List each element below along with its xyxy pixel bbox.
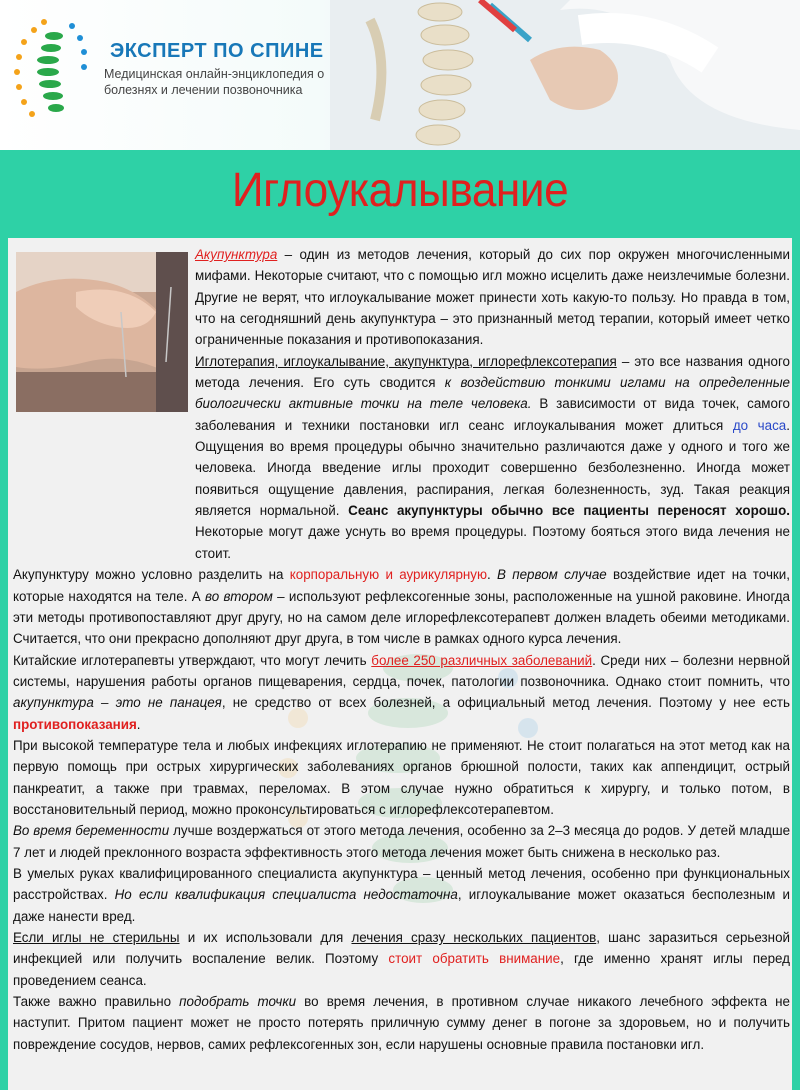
paragraph-8	[13, 927, 790, 991]
paragraph-text: При высокой температуре тела и любых инфекциях иглотерапию не применяют. Не стоит полагаться на этот метод как на первую помощь при острых хирургических заболеваниях органов брюшной полости, таких как аппендицит, острый панкреатит, а также при травмах, переломах. В этом случае нужно обратиться к хирургу, и только потом, в восстановительный период, можно проконсультироваться с иглорефлексотерапевтом.	[13, 737, 790, 817]
emphasis-qualification: Но если квалификация специалиста недостаточна	[114, 887, 458, 903]
emphasis-points: подобрать точки	[179, 994, 297, 1010]
paragraph-text: – это все названия одного метода лечения. Его суть сводится	[195, 353, 790, 391]
paragraph-text: , не средство от всех болезней, а официальный метод лечения. Поэтому у нее есть	[221, 695, 790, 711]
contraindications-highlight: противопоказания	[13, 716, 137, 732]
page-title: Иглоукалывание	[231, 164, 569, 217]
paragraph-text: , шанс заразиться серьезной инфекцией или получить воспаление велик. Поэтому	[13, 930, 790, 967]
paragraph-text: , иглоукалывание может оказаться бесполезным и даже нанести вред.	[13, 887, 790, 924]
paragraph-text: , где именно хранят иглы перед проведением сеанса.	[13, 951, 790, 988]
paragraph-text: Акупунктуру можно условно разделить на	[13, 567, 290, 583]
paragraph-7	[13, 863, 790, 927]
paragraph-text: лучше воздержаться от этого метода лечения, особенно за 2–3 месяца до родов. У детей младше 7 лет и людей преклонного возраста эффективность этого метода лечения может быть снижена в несколько раз.	[13, 823, 791, 860]
emphasis-text: к воздействию тонкими иглами на определенные биологически активные точки на теле человека.	[195, 375, 790, 412]
paragraph-1	[195, 244, 790, 351]
brand-name: ЭКСПЕРТ ПО СПИНЕ	[110, 40, 324, 62]
paragraph-text: . Среди них – болезни нервной системы, нарушения работы органов пищеварения, сердца, почек, патологии позвоночника. Однако стоит помнить, что	[13, 652, 791, 689]
paragraph-text: во время лечения, в противном случае никакого лечебного эффекта не наступит. Притом пациент может не просто потерять приличную сумму денег в погоне за здоровьем, но и получить повреждение сосудов, нервов, самих рефлексогенных зон, если нарушены основные правила постановки игл.	[13, 994, 791, 1052]
paragraph-text: В умелых руках квалифицированного специалиста акупунктура – ценный метод лечения, особенно при функциональных расстройствах.	[13, 865, 790, 903]
paragraph-text: Некоторые могут даже уснуть во время процедуры. Поэтому бояться этого вида лечения не стоит.	[195, 524, 790, 561]
paragraph-text: и их использовали для	[179, 930, 352, 945]
paragraph-text: – один из методов лечения, который до сих пор окружен многочисленными мифами. Некоторые считают, что с помощью игл можно исцелить даже неизлечимые болезни. Другие не верят, что иглоукалывание может принести хоть какую-то пользу. Но правда в том, что на сегодняшний день акупунктура – это признанный метод терапии, который имеет четко ограниченные показания и противопоказания.	[195, 247, 790, 348]
paragraph-text: .	[487, 567, 498, 583]
diseases-link[interactable]: более 250 различных заболеваний	[371, 652, 593, 668]
paragraph-text: В зависимости от вида точек, самого заболевания и техники постановки игл сеанс иглоукалывания может длиться	[195, 396, 791, 433]
brand-tagline: Медицинская онлайн-энциклопедия о болезнях и лечении позвоночника	[104, 67, 325, 97]
paragraph-text: Также важно правильно	[13, 994, 180, 1010]
underline-several-patients: лечения сразу нескольких пациентов	[351, 930, 597, 945]
paragraph-text: Китайские иглотерапевты утверждают, что могут лечить	[13, 652, 372, 668]
paragraph-text: .	[136, 716, 141, 732]
paragraph-3	[13, 564, 790, 649]
bold-statement: Сеанс акупунктуры обычно все пациенты переносят хорошо.	[348, 503, 790, 519]
logo-spine-icon	[10, 12, 90, 127]
paragraph-text: воздействие идет на точки, которые находятся на теле. А	[13, 567, 790, 604]
emphasis-panacea: акупунктура – это не панацея	[13, 695, 222, 711]
paragraph-4	[13, 650, 790, 735]
synonyms-underlined: Иглотерапия, иглоукалывание, акупунктура, иглорефлексотерапия	[195, 353, 617, 369]
emphasis-first: В первом случае	[497, 567, 607, 583]
paragraph-text: – используют рефлексогенные зоны, расположенные на ушной раковине. Иногда эти методы противопоставляют друг другу, но на самом деле иглорефлексотерапевт должен владеть обеими методиками. Считается, что они прекрасно дополняют друг друга, в том числе в рамках одного курса лечения.	[13, 588, 790, 647]
spine-model-image	[330, 0, 800, 150]
attention-highlight: стоит обратить внимание	[388, 951, 561, 967]
emphasis-pregnancy: Во время беременности	[13, 823, 170, 839]
header	[0, 0, 800, 150]
emphasis-second: во втором	[205, 588, 273, 604]
highlight-duration: до часа	[732, 417, 787, 433]
paragraph-text: . Ощущения во время процедуры обычно значительно различаются даже у одного и того же человека. Иногда введение иглы проходит совершенно безболезненно. Иногда может появиться ощущение давления, распирания, легкая болезненность, зуд. Такая реакция является нормальной.	[195, 417, 790, 519]
term-acupuncture-link[interactable]: Акупунктура	[195, 247, 278, 262]
paragraph-5	[13, 735, 790, 820]
paragraph-6	[13, 820, 790, 863]
highlight-types: корпоральную и аурикулярную	[289, 567, 488, 583]
paragraph-9	[13, 991, 790, 1055]
underline-sterile: Если иглы не стерильны	[13, 930, 180, 945]
article-body	[13, 244, 790, 1055]
paragraph-2-start	[195, 351, 790, 564]
